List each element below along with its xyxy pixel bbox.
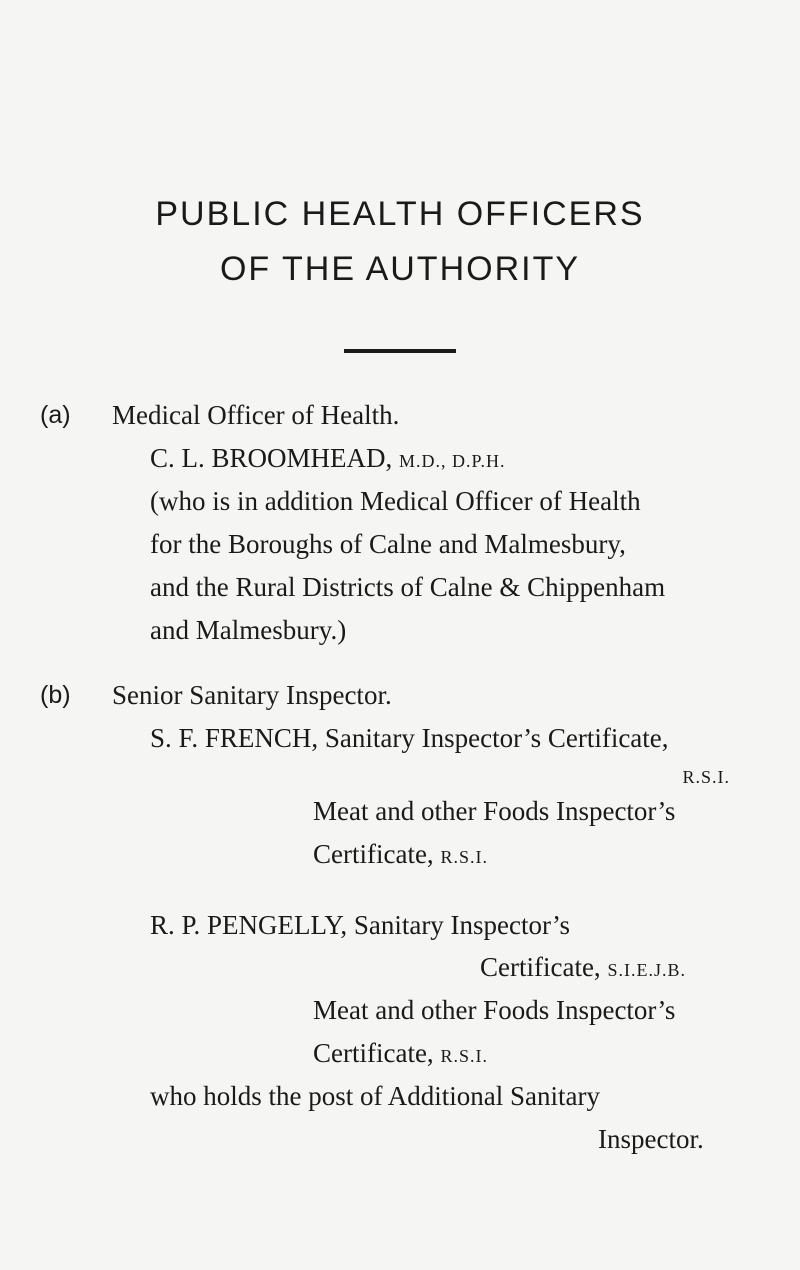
pengelly-line-5: who holds the post of Additional Sanitary: [150, 1081, 600, 1111]
french-line-3-text: Certificate,: [313, 839, 434, 869]
section-b-label: (b): [40, 681, 71, 709]
title-divider: [344, 349, 456, 353]
french-line-3-abbr: R.S.I.: [440, 847, 488, 867]
french-line-1: S. F. FRENCH, Sanitary Inspector’s Certificate,: [150, 723, 669, 753]
section-a-officer-name: [150, 441, 506, 478]
pengelly-line-4: [313, 1036, 488, 1073]
french-line-1-abbr: R.S.I.: [682, 767, 730, 787]
page-title-line-2: OF THE AUTHORITY: [219, 250, 581, 288]
section-a-label: (a): [40, 401, 71, 429]
section-a-heading: Medical Officer of Health.: [112, 400, 400, 430]
page-title-line-1: PUBLIC HEALTH OFFICERS: [155, 195, 645, 233]
section-a-note-line-4: and Malmesbury.): [150, 615, 347, 645]
section-a-note-line-3: and the Rural Districts of Calne & Chippenham: [150, 572, 666, 602]
pengelly-line-2: [480, 950, 686, 987]
pengelly-line-1: R. P. PENGELLY, Sanitary Inspector’s: [150, 910, 571, 940]
pengelly-line-3: Meat and other Foods Inspector’s: [313, 995, 676, 1025]
section-b-heading: Senior Sanitary Inspector.: [112, 680, 392, 710]
french-line-2: Meat and other Foods Inspector’s: [313, 796, 676, 826]
french-line-3: [313, 837, 488, 874]
pengelly-line-4-abbr: R.S.I.: [440, 1046, 488, 1066]
section-a-note-line-2: for the Boroughs of Calne and Malmesbury,: [150, 529, 626, 559]
pengelly-line-2-abbr: S.I.E.J.B.: [607, 960, 686, 980]
pengelly-line-6: Inspector.: [598, 1124, 704, 1154]
officer-name: C. L. BROOMHEAD,: [150, 443, 393, 473]
officer-qualifications: M.D., D.P.H.: [399, 451, 506, 471]
pengelly-line-4-text: Certificate,: [313, 1038, 434, 1068]
pengelly-line-2-text: Certificate,: [480, 952, 601, 982]
section-a-note-line-1: (who is in addition Medical Officer of Health: [150, 486, 641, 516]
